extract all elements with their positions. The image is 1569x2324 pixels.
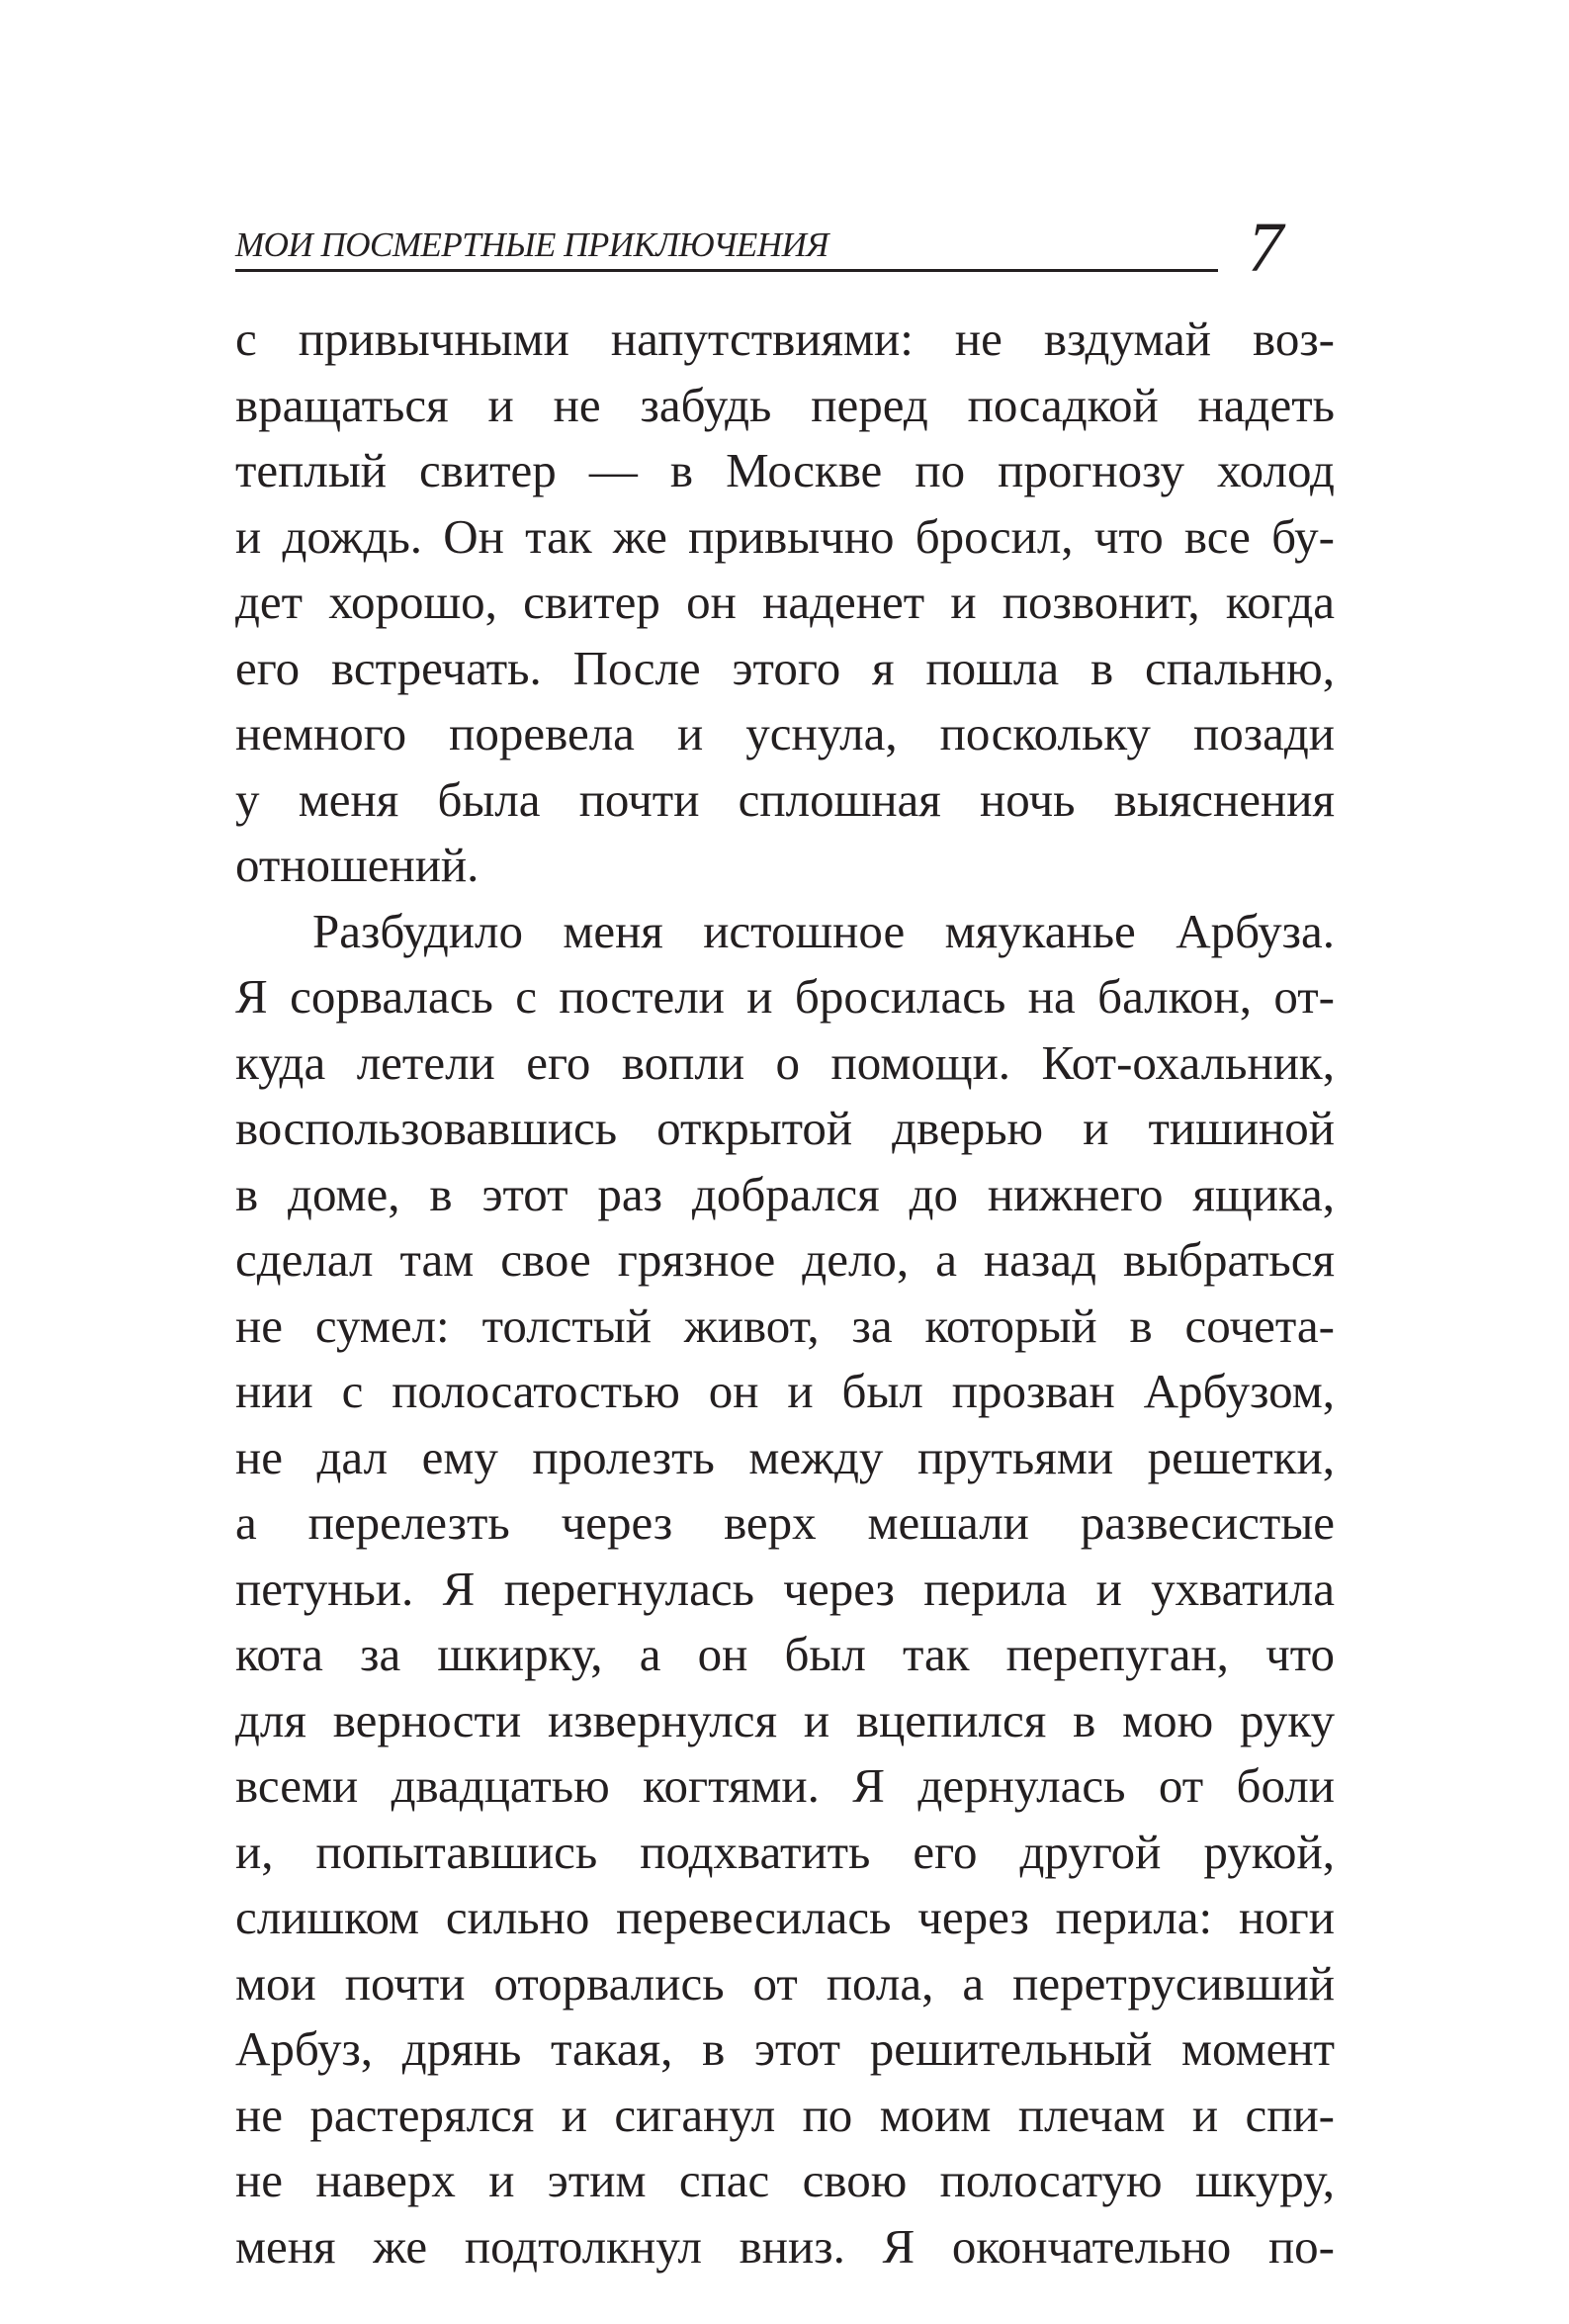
paragraph-end-line: отношений. — [235, 838, 479, 892]
text-line: меня же подтолкнул вниз. Я окончательно по- — [235, 2218, 1335, 2274]
text-line: мои почти оторвались от пола, а перетрусивший — [235, 1955, 1335, 2011]
text-line: не сумел: толстый живот, за который в сочета- — [235, 1297, 1335, 1353]
text-line: нии с полосатостью он и был прозван Арбузом, — [235, 1364, 1335, 1418]
text-line: и дождь. Он так же привычно бросил, что все бу- — [235, 508, 1335, 564]
text-line: немного поревела и уснула, поскольку позади — [235, 706, 1335, 760]
text-line: воспользовавшись открытой дверью и тишиной — [235, 1101, 1335, 1155]
paragraph-first-line: Разбудило меня истошное мяуканье Арбуза. — [312, 903, 1335, 958]
text-line: сделал там свое грязное дело, а назад выбраться — [235, 1232, 1335, 1287]
text-line: с привычными напутствиями: не вздумай воз- — [235, 312, 1335, 366]
text-line: слишком сильно перевесилась через перила: ноги — [235, 1890, 1335, 1944]
text-line: не дал ему пролезть между прутьями решетки, — [235, 1429, 1335, 1484]
text-line: теплый свитер — в Москве по прогнозу холод — [235, 443, 1335, 497]
text-line: дет хорошо, свитер он наденет и позвонит, когда — [235, 575, 1335, 629]
text-line: петуньи. Я перегнулась через перила и ухватила — [235, 1561, 1335, 1616]
page-number: 7 — [1248, 208, 1283, 287]
text-line: не растерялся и сиганул по моим плечам и спи- — [235, 2087, 1335, 2142]
text-line: а перелезть через верх мешали развесистые — [235, 1495, 1335, 1550]
text-line: кота за шкирку, а он был так перепуган, что — [235, 1627, 1335, 1681]
running-title: МОИ ПОСМЕРТНЫЕ ПРИКЛЮЧЕНИЯ — [235, 225, 828, 264]
text-line: Арбуз, дрянь такая, в этот решительный момент — [235, 2021, 1335, 2076]
text-line: и, попытавшись подхватить его другой рукой, — [235, 1824, 1335, 1879]
text-line: не наверх и этим спас свою полосатую шкуру, — [235, 2153, 1335, 2207]
text-line: его встречать. После этого я пошла в спальню, — [235, 640, 1335, 695]
text-line: всеми двадцатью когтями. Я дернулась от боли — [235, 1758, 1335, 1813]
text-line: куда летели его вопли о помощи. Кот-охальник, — [235, 1034, 1335, 1090]
text-line: у меня была почти сплошная ночь выяснения — [235, 771, 1335, 827]
text-line: в доме, в этот раз добрался до нижнего ящика, — [235, 1166, 1335, 1221]
text-line: Я сорвалась с постели и бросилась на балкон, от- — [235, 969, 1335, 1024]
text-line: вращаться и не забудь перед посадкой надеть — [235, 377, 1335, 432]
body-text — [235, 307, 1335, 2279]
running-head — [235, 220, 1218, 272]
text-line: для верности извернулся и вцепился в мою руку — [235, 1692, 1335, 1747]
